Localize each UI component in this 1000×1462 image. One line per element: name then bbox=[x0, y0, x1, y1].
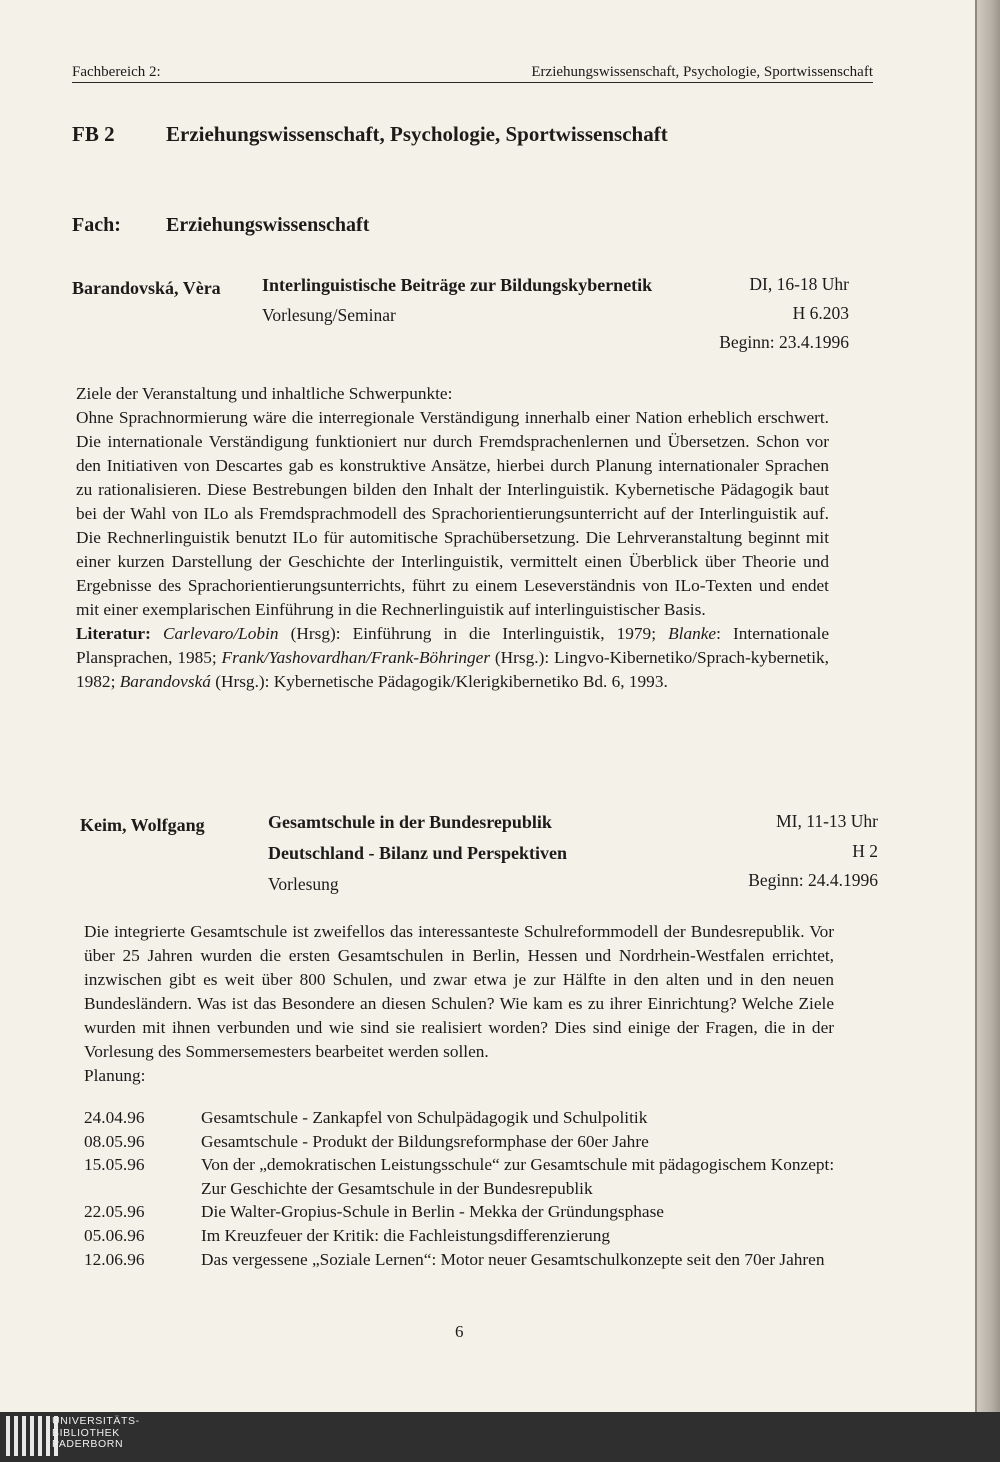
course2-title-line1: Gesamtschule in der Bundesrepublik bbox=[268, 812, 552, 832]
literature-label: Literatur: bbox=[76, 624, 151, 643]
course2-description: Die integrierte Gesamtschule ist zweifellos das interessanteste Schulreformmodell der Bundesrepublik. Vor über 25 Jahren wurden die ersten Gesamtschulen in Berlin, Hessen und Nordrhein-Westfalen errichtet, inzwischen gibt es weit über 800 Schulen, und zwar etwa je zur Hälfte in den alten und in den neuen Bundesländern. Was ist das Besondere an diesen Schulen? Wie kam es zu ihrer Einrichtung? Welche Ziele wurden mit ihnen verbunden und wie sind sie realisiert worden? Dies sind einige der Fragen, die in der Vorlesung des Sommersemesters bearbeitet werden sollen. bbox=[84, 922, 834, 1061]
library-footer bbox=[0, 1412, 1000, 1462]
planning-date: 05.06.96 bbox=[84, 1225, 145, 1245]
course2-time: MI, 11-13 Uhr bbox=[776, 811, 878, 831]
planning-row bbox=[84, 1200, 844, 1224]
course1-time: DI, 16-18 Uhr bbox=[749, 274, 849, 294]
running-header bbox=[72, 60, 873, 83]
course1-intro: Ziele der Veranstaltung und inhaltliche Schwerpunkte: bbox=[76, 384, 453, 403]
course2-start: Beginn: 24.4.1996 bbox=[748, 870, 878, 890]
planning-row bbox=[84, 1248, 844, 1272]
course1-description: Ohne Sprachnormierung wäre die interregionale Verständigung innerhalb einer Nation erheblich erschwert. Die internationale Verständigung funktioniert nur durch Fremdsprachenlernen und Übersetzen. Schon vor den Initiativen von Descartes gab es konstruktive Ansätze, hierbei durch Planung internationaler Sprachen zu rationalisieren. Diese Bestrebungen bilden den Inhalt der Interlinguistik. Kybernetische Pädagogik baut bei der Wahl von ILo als Fremdsprachmodell des Sprachorientierungsunterricht auf der Interlinguistik auf. Die Rechnerlinguistik benutzt ILo für automitische Sprachübersetzung. Die Lehrveranstaltung beginnt mit einer kurzen Darstellung der Geschichte der Interlinguistik, vermittelt einen Überblick über Theorie und Ergebnisse des Sprachorientierungsunterrichts, führt zu einem Leseverständnis von ILo-Texten und endet mit einer exemplarischen Einführung in die Rechnerlinguistik auf interlinguistischer Basis. bbox=[76, 408, 829, 619]
department-name: Erziehungswissenschaft, Psychologie, Sportwissenschaft bbox=[166, 122, 668, 146]
course1-title: Interlinguistische Beiträge zur Bildungskybernetik bbox=[262, 275, 653, 295]
library-name-line1: UNIVERSITÄTS- bbox=[52, 1415, 140, 1427]
course2-lecturer: Keim, Wolfgang bbox=[80, 815, 205, 835]
planning-date: 22.05.96 bbox=[84, 1202, 145, 1222]
planning-date: 12.06.96 bbox=[84, 1249, 145, 1269]
course1-start: Beginn: 23.4.1996 bbox=[719, 332, 849, 352]
planning-topic: Von der „demokratischen Leistungsschule“ zur Gesamtschule mit pädagogischem Konzept: Zur Geschichte der Gesamtschule in der Bundesrepublik bbox=[201, 1155, 835, 1198]
lit-text-2: : Internationale Plansprachen, 1985; bbox=[76, 624, 829, 667]
planning-date: 24.04.96 bbox=[84, 1108, 145, 1127]
planning-date: 15.05.96 bbox=[84, 1155, 145, 1175]
planning-row bbox=[84, 1130, 844, 1154]
lit-author-3: Frank/Yashovardhan/Frank-Böhringer bbox=[221, 648, 491, 667]
planning-topic: Das vergessene „Soziale Lernen“: Motor neuer Gesamtschulkonzepte seit den 70er Jahren bbox=[201, 1249, 825, 1269]
subject-name: Erziehungswissenschaft bbox=[166, 214, 370, 236]
course1-literature bbox=[76, 622, 829, 694]
department-code: FB 2 bbox=[72, 122, 115, 146]
book-spine-edge bbox=[977, 0, 1000, 1412]
course2-type: Vorlesung bbox=[268, 874, 339, 894]
lit-author-2: Blanke bbox=[668, 624, 717, 643]
library-name bbox=[52, 1416, 140, 1451]
lit-text-3: (Hrsg.): Lingvo-Kibernetiko/Sprach-kybernetik, 1982; bbox=[76, 648, 829, 691]
page-number: 6 bbox=[455, 1322, 464, 1341]
planning-topic: Die Walter-Gropius-Schule in Berlin - Mekka der Gründungsphase bbox=[201, 1202, 664, 1222]
subject-label: Fach: bbox=[72, 214, 121, 236]
planning-topic: Gesamtschule - Zankapfel von Schulpädagogik und Schulpolitik bbox=[201, 1108, 648, 1127]
course1-type: Vorlesung/Seminar bbox=[262, 305, 396, 325]
planning-list bbox=[84, 1106, 844, 1271]
header-right-text: Erziehungswissenschaft, Psychologie, Sportwissenschaft bbox=[531, 64, 873, 80]
planning-topic: Gesamtschule - Produkt der Bildungsreformphase der 60er Jahre bbox=[201, 1131, 649, 1151]
course1-description-block bbox=[76, 382, 829, 694]
planning-row bbox=[84, 1224, 844, 1248]
library-logo-icon bbox=[6, 1416, 58, 1456]
header-left-text: Fachbereich 2: bbox=[72, 64, 161, 80]
course1-room: H 6.203 bbox=[792, 303, 849, 323]
planning-topic: Im Kreuzfeuer der Kritik: die Fachleistungsdifferenzierung bbox=[201, 1225, 610, 1245]
subject-heading bbox=[72, 214, 369, 237]
planning-row bbox=[84, 1106, 844, 1130]
page-title bbox=[72, 122, 668, 147]
library-name-line3: PADERBORN bbox=[52, 1438, 124, 1450]
library-name-line2: BIBLIOTHEK bbox=[52, 1426, 120, 1439]
course2-title-line2: Deutschland - Bilanz und Perspektiven bbox=[268, 843, 568, 863]
planning-row bbox=[84, 1153, 844, 1200]
lit-text-1: (Hrsg): Einführung in die Interlinguistik, 1979; bbox=[278, 624, 669, 643]
course2-planning-label: Planung: bbox=[84, 1066, 146, 1085]
course2-description-block bbox=[84, 920, 834, 1088]
course2-room: H 2 bbox=[852, 841, 878, 861]
course1-lecturer: Barandovská, Vèra bbox=[72, 278, 221, 298]
planning-date: 08.05.96 bbox=[84, 1131, 145, 1151]
lit-author-1: Carlevaro/Lobin bbox=[162, 624, 279, 643]
lit-text-4: (Hrsg.): Kybernetische Pädagogik/Klerigkibernetiko Bd. 6, 1993. bbox=[210, 672, 668, 691]
lit-author-4: Barandovská bbox=[119, 672, 211, 691]
